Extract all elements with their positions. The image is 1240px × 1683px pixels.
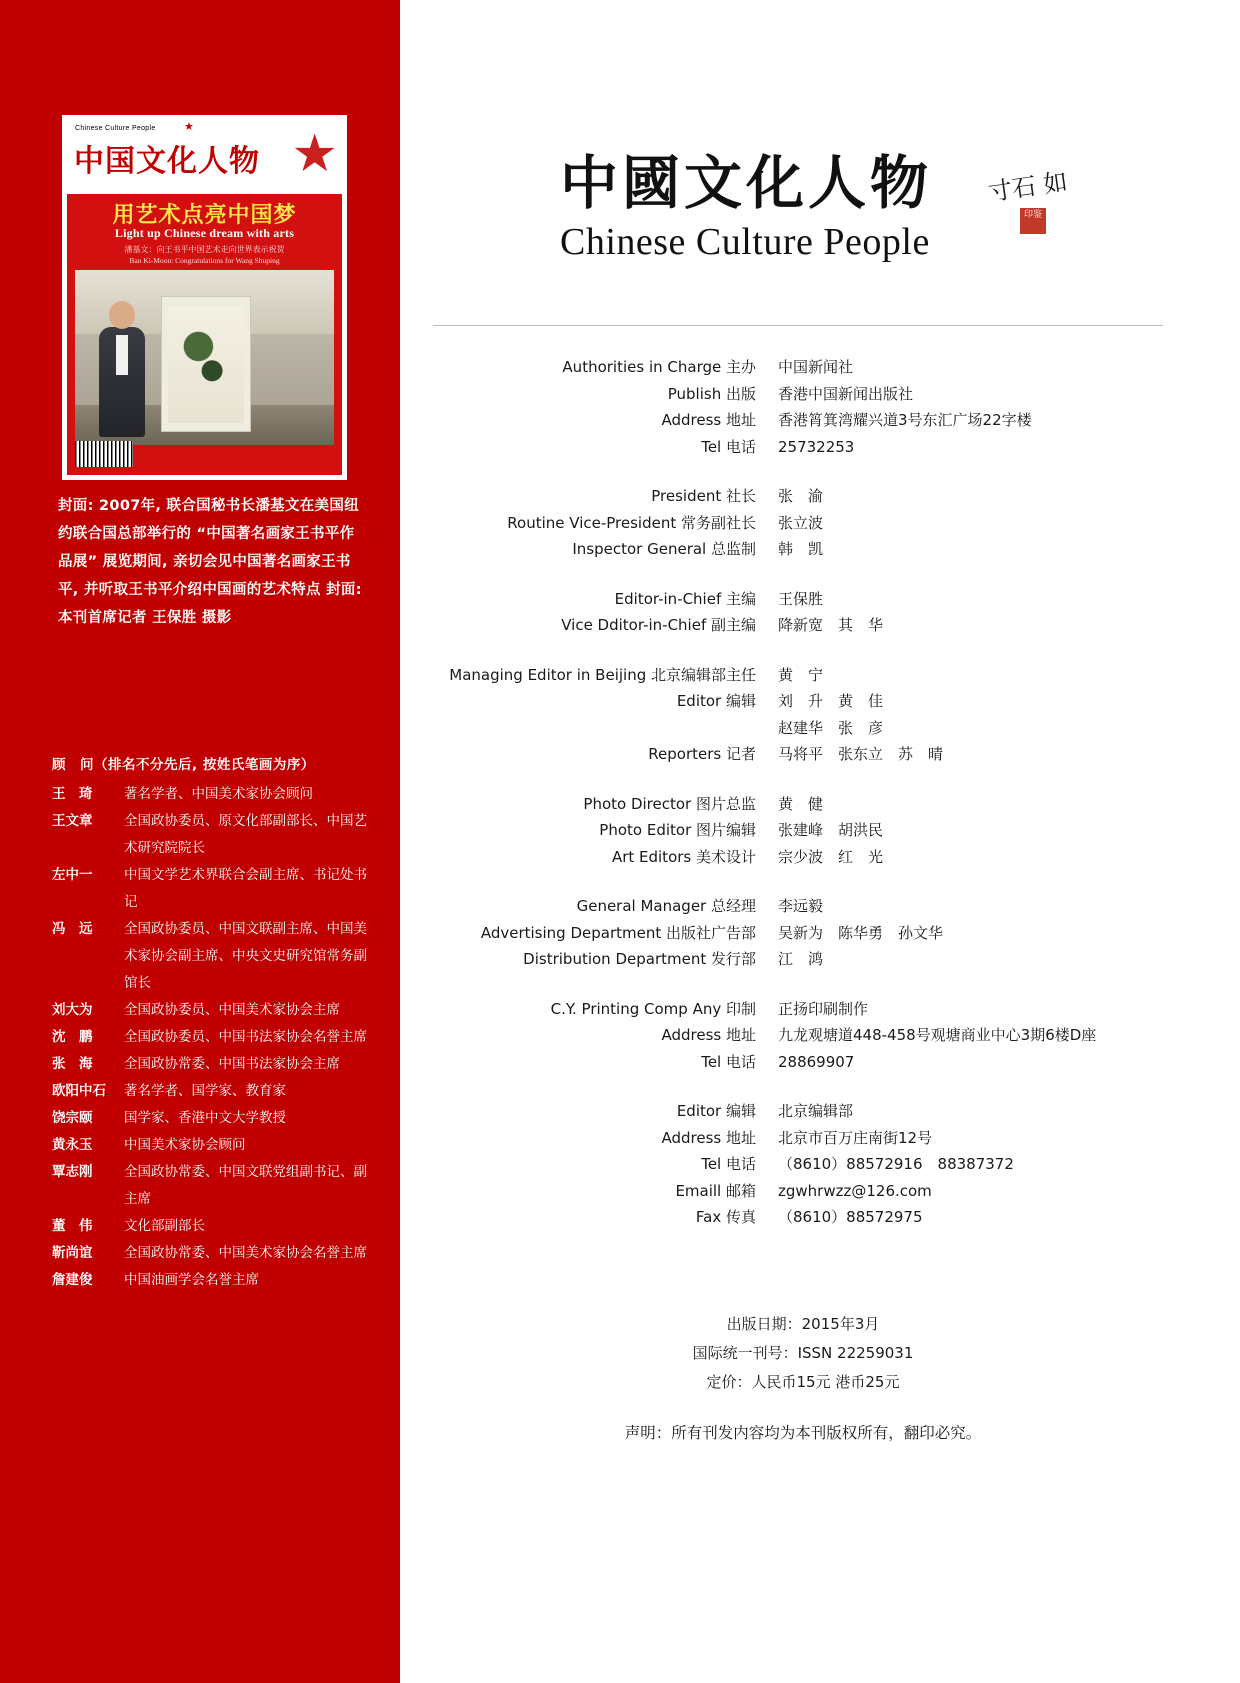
colophon-label: Tel 电话	[701, 1052, 756, 1071]
colophon-label: Photo Editor 图片编辑	[599, 821, 756, 839]
masthead-title-en: Chinese Culture People	[560, 221, 930, 263]
advisor-name: 董 伟	[52, 1218, 93, 1234]
colophon-value: 28869907	[778, 1052, 855, 1071]
advisor-name: 詹建俊	[52, 1272, 93, 1288]
cover-masthead-bar	[67, 120, 342, 194]
horizontal-divider	[433, 325, 1163, 326]
colophon-value: 黄 宁	[778, 665, 824, 684]
advisor-item	[52, 1024, 372, 1051]
masthead-title-cn: 中國文化人物	[560, 149, 933, 217]
colophon-value: 吴新为 陈华勇 孙文华	[778, 923, 944, 942]
colophon-value: 王保胜	[778, 589, 824, 608]
colophon-value: 韩 凯	[778, 540, 824, 558]
colophon-row	[433, 1099, 1173, 1125]
colophon-label: Emaill 邮箱	[675, 1181, 756, 1200]
colophon-row	[433, 947, 1173, 973]
colophon-label: Authorities in Charge 主办	[562, 358, 756, 376]
colophon-group-editors	[433, 587, 1173, 639]
colophon-row	[433, 435, 1173, 461]
colophon-row	[433, 511, 1173, 537]
colophon-row	[433, 1126, 1173, 1152]
colophon-value: 北京编辑部	[778, 1102, 854, 1120]
copyright-declaration: 声明：所有刊发内容均为本刊版权所有，翻印必究。	[624, 1424, 982, 1442]
cover-star-small-icon: ★	[184, 121, 194, 133]
cover-headline-cn: 用艺术点亮中国梦	[112, 203, 297, 228]
advisor-item	[52, 1267, 372, 1294]
colophon-row	[433, 1152, 1173, 1178]
colophon-value: 黄 健	[778, 794, 824, 813]
colophon-label: Inspector General 总监制	[572, 540, 756, 558]
advisor-name: 张 海	[52, 1056, 93, 1072]
publish-date: 出版日期：2015年3月	[726, 1315, 880, 1333]
advisor-name: 靳尚谊	[52, 1245, 93, 1261]
cover-star-icon: ★	[291, 125, 338, 183]
advisor-item	[52, 862, 372, 916]
colophon-row	[433, 1205, 1173, 1231]
painting-scroll	[161, 296, 251, 432]
advisor-item	[52, 1213, 372, 1240]
advisor-desc: 著名学者、中国美术家协会顾问	[124, 786, 313, 802]
advisor-name: 王文章	[52, 813, 93, 829]
advisor-item	[52, 916, 372, 997]
colophon-row	[433, 921, 1173, 947]
colophon-value: 张 渝	[778, 487, 824, 505]
advisor-name: 左中一	[52, 867, 93, 883]
advisor-item	[52, 1051, 372, 1078]
cover-photograph	[75, 270, 334, 445]
colophon-row	[433, 792, 1173, 818]
advisor-desc: 全国政协常委、中国文联党组副书记、副主席	[124, 1164, 367, 1207]
colophon-row	[433, 613, 1173, 639]
colophon-group-beijing-editorial	[433, 663, 1173, 768]
advisor-item	[52, 781, 372, 808]
colophon-row	[433, 355, 1173, 381]
colophon-group-leadership	[433, 484, 1173, 563]
advisor-desc: 全国政协常委、中国书法家协会主席	[124, 1056, 340, 1072]
colophon-value: （8610）88572975	[778, 1208, 923, 1226]
colophon-label: Editor-in-Chief 主编	[614, 589, 756, 608]
advisor-name: 冯 远	[52, 921, 93, 937]
colophon-label: C.Y. Printing Comp Any 印制	[550, 999, 756, 1018]
colophon-label: Editor 编辑	[676, 1102, 756, 1120]
colophon-row	[433, 742, 1173, 768]
painting-artwork	[168, 307, 244, 423]
advisor-name: 覃志刚	[52, 1164, 93, 1180]
footer-block	[433, 1310, 1173, 1448]
person-left-head	[109, 301, 135, 329]
advisor-desc: 中国油画学会名誉主席	[124, 1272, 259, 1288]
advisor-desc: 全国政协委员、中国书法家协会名誉主席	[124, 1029, 367, 1045]
advisor-desc: 文化部副部长	[124, 1218, 205, 1234]
colophon-row	[433, 818, 1173, 844]
colophon-row	[433, 408, 1173, 434]
advisor-desc: 全国政协委员、中国美术家协会主席	[124, 1002, 340, 1018]
advisor-item	[52, 808, 372, 862]
colophon-value: 香港中国新闻出版社	[778, 384, 914, 403]
calligraphy-signature: 寸石 如	[986, 167, 1070, 207]
cover-subline-cn: 潘基文：向王书平中国艺术走向世界表示祝贺	[124, 245, 285, 254]
colophon-label: Reporters 记者	[648, 745, 756, 763]
colophon-group-contact	[433, 1099, 1173, 1231]
colophon-label: Editor 编辑	[676, 692, 756, 710]
colophon-row	[433, 663, 1173, 689]
advisor-desc: 全国政协委员、原文化部副部长、中国艺术研究院院长	[124, 813, 367, 856]
advisor-name: 沈 鹏	[52, 1029, 93, 1045]
colophon-value: （8610）88572916 88387372	[778, 1155, 1014, 1173]
colophon-label: Address 地址	[661, 1128, 756, 1147]
seal-stamp-icon: 印鉴	[1020, 208, 1046, 234]
magazine-cover	[62, 115, 347, 480]
colophon-label: Art Editors 美术设计	[611, 847, 756, 866]
cover-artwork	[67, 120, 342, 475]
left-red-panel	[0, 0, 400, 1683]
colophon-value: 李远毅	[778, 897, 824, 915]
colophon-row	[433, 716, 1173, 742]
colophon-value: 张建峰 胡洪民	[778, 821, 884, 839]
colophon-value: 马将平 张东立 苏 晴	[778, 745, 944, 763]
colophon-label: Managing Editor in Beijing 北京编辑部主任	[449, 665, 756, 684]
email-value[interactable]: zgwhrwzz@126.com	[778, 1181, 932, 1200]
colophon-group-printing	[433, 997, 1173, 1076]
colophon-value: 北京市百万庄南街12号	[778, 1128, 933, 1147]
person-left-shirt	[116, 335, 128, 375]
colophon-value: 降新宽 其 华	[778, 616, 884, 634]
advisor-desc: 全国政协委员、中国文联副主席、中国美术家协会副主席、中央文史研究馆常务副馆长	[124, 921, 367, 991]
advisor-name: 黄永玉	[52, 1137, 93, 1153]
colophon-value: 中国新闻社	[778, 358, 854, 376]
colophon-value: 25732253	[778, 437, 855, 456]
advisor-item	[52, 1159, 372, 1213]
colophon-row	[433, 587, 1173, 613]
colophon-label: Photo Director 图片总监	[583, 794, 756, 813]
advisor-desc: 中国美术家协会顾问	[124, 1137, 246, 1153]
advisor-item	[52, 1132, 372, 1159]
colophon-label: Publish 出版	[667, 384, 756, 403]
cover-headline-en: Light up Chinese dream with arts	[114, 226, 295, 240]
colophon-value: 赵建华 张 彦	[778, 718, 884, 737]
barcode-icon	[75, 441, 133, 467]
advisor-desc: 著名学者、国学家、教育家	[124, 1083, 286, 1099]
advisor-item	[52, 997, 372, 1024]
colophon-label: Fax 传真	[695, 1208, 756, 1226]
colophon-label: Tel 电话	[701, 1155, 756, 1173]
colophon-row	[433, 1023, 1173, 1049]
colophon-row	[433, 537, 1173, 563]
colophon-value: 正扬印刷制作	[778, 999, 869, 1018]
cover-caption: 封面: 2007年, 联合国秘书长潘基文在美国纽约联合国总部举行的 “中国著名画家王书平作品展” 展览期间, 亲切会见中国著名画家王书平, 并听取王书平介绍中国画的艺术特点 封面: 本刊首席记者 王保胜 摄影	[58, 498, 362, 626]
advisors-title: 顾 问（排名不分先后, 按姓氏笔画为序）	[52, 757, 315, 773]
advisors-section	[52, 752, 372, 1294]
colophon-value: 宗少波 红 光	[778, 847, 884, 866]
advisor-item	[52, 1105, 372, 1132]
colophon-label: General Manager 总经理	[576, 897, 756, 915]
colophon-value: 九龙观塘道448-458号观塘商业中心3期6楼D座	[778, 1026, 1097, 1044]
cover-brand-en: Chinese Culture People	[75, 125, 156, 132]
advisor-name: 刘大为	[52, 1002, 93, 1018]
masthead	[560, 148, 1030, 264]
colophon-row	[433, 382, 1173, 408]
advisor-item	[52, 1240, 372, 1267]
colophon-label: Vice Dditor-in-Chief 副主编	[561, 616, 756, 634]
colophon-label: Advertising Department 出版社广告部	[480, 923, 756, 942]
advisor-item	[52, 1078, 372, 1105]
colophon-row	[433, 1050, 1173, 1076]
advisor-name: 饶宗颐	[52, 1110, 93, 1126]
colophon-group-business	[433, 894, 1173, 973]
colophon-list	[433, 355, 1173, 1255]
cover-brand-cn: 中国文化人物	[74, 144, 260, 179]
colophon-row	[433, 894, 1173, 920]
colophon-label: Distribution Department 发行部	[523, 950, 756, 968]
advisor-name: 欧阳中石	[52, 1083, 106, 1099]
colophon-row	[433, 484, 1173, 510]
colophon-value: 张立波	[778, 513, 824, 532]
advisor-desc: 中国文学艺术界联合会副主席、书记处书记	[124, 867, 367, 910]
colophon-group-publisher	[433, 355, 1173, 460]
cover-subline-en: Ban Ki-Moon: Congratulations for Wang Shuping	[129, 256, 280, 265]
colophon-row	[433, 997, 1173, 1023]
colophon-value: 香港筲箕湾耀兴道3号东汇广场22字楼	[778, 411, 1032, 429]
colophon-label: Address 地址	[661, 411, 756, 429]
colophon-row	[433, 845, 1173, 871]
colophon-label: Address 地址	[661, 1026, 756, 1044]
issn-number: 国际统一刊号：ISSN 22259031	[692, 1344, 914, 1362]
colophon-row-email	[433, 1179, 1173, 1205]
colophon-row	[433, 689, 1173, 715]
advisor-desc: 国学家、香港中文大学教授	[124, 1110, 286, 1126]
advisor-desc: 全国政协常委、中国美术家协会名誉主席	[124, 1245, 367, 1261]
colophon-value: 江 鸿	[778, 950, 824, 968]
colophon-label: President 社长	[651, 487, 756, 505]
person-left	[99, 327, 145, 437]
colophon-panel	[400, 0, 1240, 1683]
colophon-label: Routine Vice-President 常务副社长	[507, 513, 756, 532]
colophon-value: 刘 升 黄 佳	[778, 692, 884, 710]
advisor-name: 王 琦	[52, 786, 93, 802]
colophon-group-photo-art	[433, 792, 1173, 871]
colophon-label: Tel 电话	[701, 437, 756, 456]
price: 定价：人民币15元 港币25元	[706, 1373, 900, 1391]
